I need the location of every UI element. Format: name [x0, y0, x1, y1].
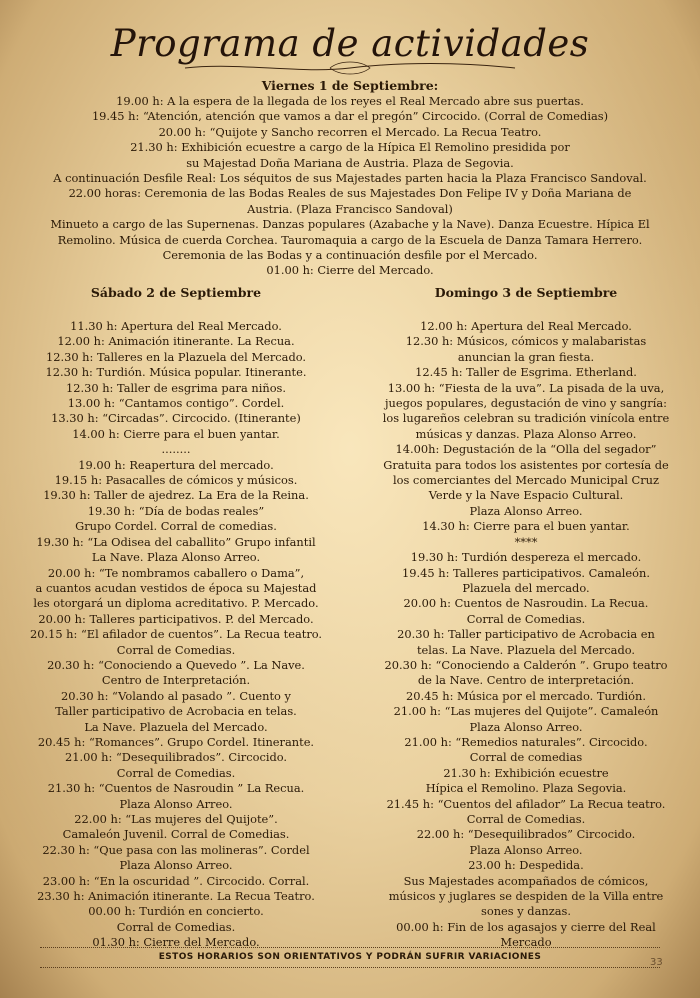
- page-number: 33: [650, 957, 663, 968]
- saturday-line: Grupo Cordel. Corral de comedias.: [75, 519, 277, 534]
- sunday-line: 22.00 h: “Desequilibrados” Circocido.: [416, 827, 636, 842]
- sunday-line: 12.45 h: Taller de Esgrima. Etherland.: [415, 365, 637, 380]
- saturday-line: Taller participativo de Acrobacia en telas.: [55, 704, 297, 719]
- sunday-section: [352, 285, 700, 951]
- sunday-line: 19.30 h: Turdión despereza el mercado.: [410, 550, 642, 565]
- sunday-line: sones y danzas.: [481, 904, 571, 919]
- saturday-line: 13.00 h: “Cantamos contigo”. Cordel.: [67, 396, 285, 411]
- sunday-line: Corral de Comedias.: [466, 611, 586, 626]
- saturday-line: Corral de Comedias.: [116, 765, 236, 780]
- saturday-line: 20.15 h: “El afilador de cuentos”. La Recua teatro.: [29, 627, 323, 642]
- saturday-line: 21.30 h: “Cuentos de Nasroudin ” La Recua.: [47, 781, 305, 796]
- sunday-line: Corral de comedias: [469, 750, 583, 765]
- sunday-line: 13.00 h: “Fiesta de la uva”. La pisada de la uva,: [387, 380, 665, 395]
- sunday-line: 14.00h: Degustación de la “Olla del segador”: [395, 442, 657, 457]
- saturday-line: 14.00 h: Cierre para el buen yantar.: [72, 426, 280, 441]
- friday-line: Remolino. Música de cuerda Corchea. Tauromaquia a cargo de la Escuela de Danza Tamara Herrero.: [57, 232, 643, 247]
- saturday-line: 23.30 h: Animación itinerante. La Recua Teatro.: [37, 889, 315, 904]
- footer-rule-top: [40, 947, 660, 948]
- saturday-line: 00.00 h: Turdión en concierto.: [88, 904, 264, 919]
- sunday-line: ****: [514, 534, 538, 549]
- saturday-line: 12.30 h: Turdión. Música popular. Itinerante.: [45, 365, 307, 380]
- sunday-line: 20.00 h: Cuentos de Nasroudin. La Recua.: [403, 596, 649, 611]
- saturday-line: a cuantos acudan vestidos de época su Majestad: [35, 580, 317, 595]
- sunday-line: Plaza Alonso Arreo.: [469, 719, 583, 734]
- saturday-line: 23.00 h: “En la oscuridad ”. Circocido. Corral.: [42, 873, 310, 888]
- saturday-lines: [2, 319, 350, 951]
- friday-lines: [0, 94, 700, 279]
- sunday-line: 21.00 h: “Remedios naturales”. Circocido.: [404, 734, 648, 749]
- saturday-line: 22.00 h: “Las mujeres del Quijote”.: [74, 812, 278, 826]
- saturday-line: ........: [161, 442, 191, 457]
- sunday-line: músicas y danzas. Plaza Alonso Arreo.: [415, 426, 637, 441]
- saturday-line: 20.00 h: “Te nombramos caballero o Dama”,: [47, 565, 305, 580]
- saturday-line: La Nave. Plaza Alonso Arreo.: [91, 550, 261, 565]
- sunday-line: los comerciantes del Mercado Municipal Cruz: [392, 473, 660, 488]
- saturday-line: 19.30 h: Taller de ajedrez. La Era de la Reina.: [43, 488, 309, 503]
- sunday-line: telas. La Nave. Plazuela del Mercado.: [416, 642, 636, 657]
- sunday-line: 14.30 h: Cierre para el buen yantar.: [422, 519, 630, 534]
- sunday-line: anuncian la gran fiesta.: [457, 349, 595, 364]
- friday-heading: Viernes 1 de Septiembre:: [261, 78, 439, 93]
- sunday-line: Mercado: [500, 935, 552, 950]
- saturday-line: 11.30 h: Apertura del Real Mercado.: [70, 319, 282, 333]
- sunday-line: Hípica el Remolino. Plaza Segovia.: [425, 781, 627, 796]
- saturday-line: Corral de Comedias.: [116, 919, 236, 934]
- saturday-line: 20.45 h: “Romances”. Grupo Cordel. Itinerante.: [37, 734, 315, 749]
- sunday-line: 20.30 h: Taller participativo de Acrobacia en: [397, 627, 655, 642]
- sunday-line: los lugareños celebran su tradición vinícola entre: [382, 411, 670, 426]
- friday-line: 21.30 h: Exhibición ecuestre a cargo de la Hípica El Remolino presidida por: [130, 140, 570, 155]
- sunday-line: juegos populares, degustación de vino y sangría:: [384, 396, 667, 411]
- friday-line: 01.00 h: Cierre del Mercado.: [266, 263, 434, 278]
- sunday-line: músicos y juglares se despiden de la Villa entre: [388, 889, 664, 904]
- saturday-line: 21.00 h: “Desequilibrados”. Circocido.: [64, 750, 288, 765]
- page-title: Programa de actividades: [110, 22, 590, 65]
- saturday-heading: Sábado 2 de Septiembre: [90, 285, 262, 300]
- saturday-line: 20.00 h: Talleres participativos. P. del Mercado.: [38, 611, 314, 626]
- sunday-line: 20.45 h: Música por el mercado. Turdión.: [406, 688, 646, 703]
- sunday-line: Gratuita para todos los asistentes por cortesía de: [383, 457, 669, 472]
- friday-line: 20.00 h: “Quijote y Sancho recorren el Mercado. La Recua Teatro.: [158, 124, 542, 139]
- saturday-line: Plaza Alonso Arreo.: [119, 858, 233, 873]
- friday-line: A continuación Desfile Real: Los séquitos de sus Majestades parten hacia la Plaza Francisco Sandoval.: [53, 171, 647, 186]
- saturday-line: 12.30 h: Talleres en la Plazuela del Mercado.: [45, 349, 307, 364]
- saturday-line: 12.30 h: Taller de esgrima para niños.: [65, 380, 287, 395]
- sunday-line: Verde y la Nave Espacio Cultural.: [428, 488, 624, 503]
- friday-line: 19.45 h: “Atención, atención que vamos a dar el pregón” Circocido. (Corral de Comedias): [91, 109, 609, 124]
- friday-line: Ceremonia de las Bodas y a continuación desfile por el Mercado.: [162, 248, 538, 263]
- sunday-line: Plazuela del mercado.: [462, 580, 590, 595]
- sunday-line: 12.00 h: Apertura del Real Mercado.: [420, 319, 632, 333]
- sunday-line: Plaza Alonso Arreo.: [469, 842, 583, 857]
- sunday-line: Sus Majestades acompañados de cómicos,: [403, 873, 649, 888]
- sunday-line: 23.00 h: Despedida.: [468, 858, 584, 873]
- sunday-heading: Domingo 3 de Septiembre: [434, 285, 618, 300]
- title-flourish-ornament: [180, 60, 520, 76]
- sunday-line: 20.30 h: “Conociendo a Calderón ”. Grupo teatro: [384, 657, 668, 672]
- saturday-line: 12.00 h: Animación itinerante. La Recua.: [57, 334, 295, 349]
- footer-note: ESTOS HORARIOS SON ORIENTATIVOS Y PODRÁN SUFRIR VARIACIONES: [158, 952, 542, 962]
- saturday-line: 01.30 h: Cierre del Mercado.: [92, 935, 260, 950]
- sunday-line: 12.30 h: Músicos, cómicos y malabaristas: [405, 334, 647, 349]
- saturday-line: 19.30 h: “La Odisea del caballito” Grupo infantil: [36, 534, 316, 549]
- footer-rule-bottom: [40, 967, 660, 968]
- sunday-line: 19.45 h: Talleres participativos. Camaleón.: [402, 565, 650, 580]
- saturday-line: Plaza Alonso Arreo.: [119, 796, 233, 811]
- friday-line: Minueto a cargo de las Supernenas. Danzas populares (Azabache y la Nave). Danza Ecuestre. Hípica El: [50, 217, 650, 232]
- sunday-line: 00.00 h: Fin de los agasajos y cierre del Real: [396, 919, 656, 934]
- saturday-section: [2, 285, 350, 951]
- saturday-line: les otorgará un diploma acreditativo. P. Mercado.: [33, 596, 319, 611]
- saturday-line: Camaleón Juvenil. Corral de Comedias.: [62, 827, 290, 842]
- sunday-line: Corral de Comedias.: [466, 812, 586, 826]
- sunday-line: 21.00 h: “Las mujeres del Quijote”. Camaleón: [393, 704, 659, 719]
- saturday-line: 13.30 h: “Circadas”. Circocido. (Itinerante): [51, 411, 301, 426]
- saturday-line: 19.30 h: “Día de bodas reales”: [87, 503, 265, 518]
- friday-line: Austria. (Plaza Francisco Sandoval): [247, 201, 453, 216]
- saturday-line: Corral de Comedias.: [116, 642, 236, 657]
- saturday-line: 19.00 h: Reapertura del mercado.: [78, 457, 274, 472]
- saturday-line: La Nave. Plazuela del Mercado.: [84, 719, 268, 734]
- saturday-line: 19.15 h: Pasacalles de cómicos y músicos.: [54, 473, 298, 488]
- friday-line: 19.00 h: A la espera de la llegada de los reyes el Real Mercado abre sus puertas.: [116, 94, 584, 108]
- saturday-line: Centro de Interpretación.: [101, 673, 251, 688]
- saturday-line: 20.30 h: “Conociendo a Quevedo ”. La Nave.: [47, 657, 305, 672]
- friday-line: 22.00 horas: Ceremonia de las Bodas Reales de sus Majestades Don Felipe IV y Doña Mariana de: [68, 186, 632, 201]
- saturday-line: 22.30 h: “Que pasa con las molineras”. Cordel: [42, 842, 310, 857]
- friday-line: su Majestad Doña Mariana de Austria. Plaza de Segovia.: [186, 155, 514, 170]
- sunday-lines: [352, 319, 700, 951]
- sunday-line: 21.30 h: Exhibición ecuestre: [443, 765, 609, 780]
- sunday-line: 21.45 h: “Cuentos del afilador” La Recua teatro.: [386, 796, 666, 811]
- friday-section: [0, 78, 700, 279]
- sunday-line: de la Nave. Centro de interpretación.: [417, 673, 635, 688]
- sunday-line: Plaza Alonso Arreo.: [469, 503, 583, 518]
- saturday-line: 20.30 h: “Volando al pasado ”. Cuento y: [61, 688, 291, 703]
